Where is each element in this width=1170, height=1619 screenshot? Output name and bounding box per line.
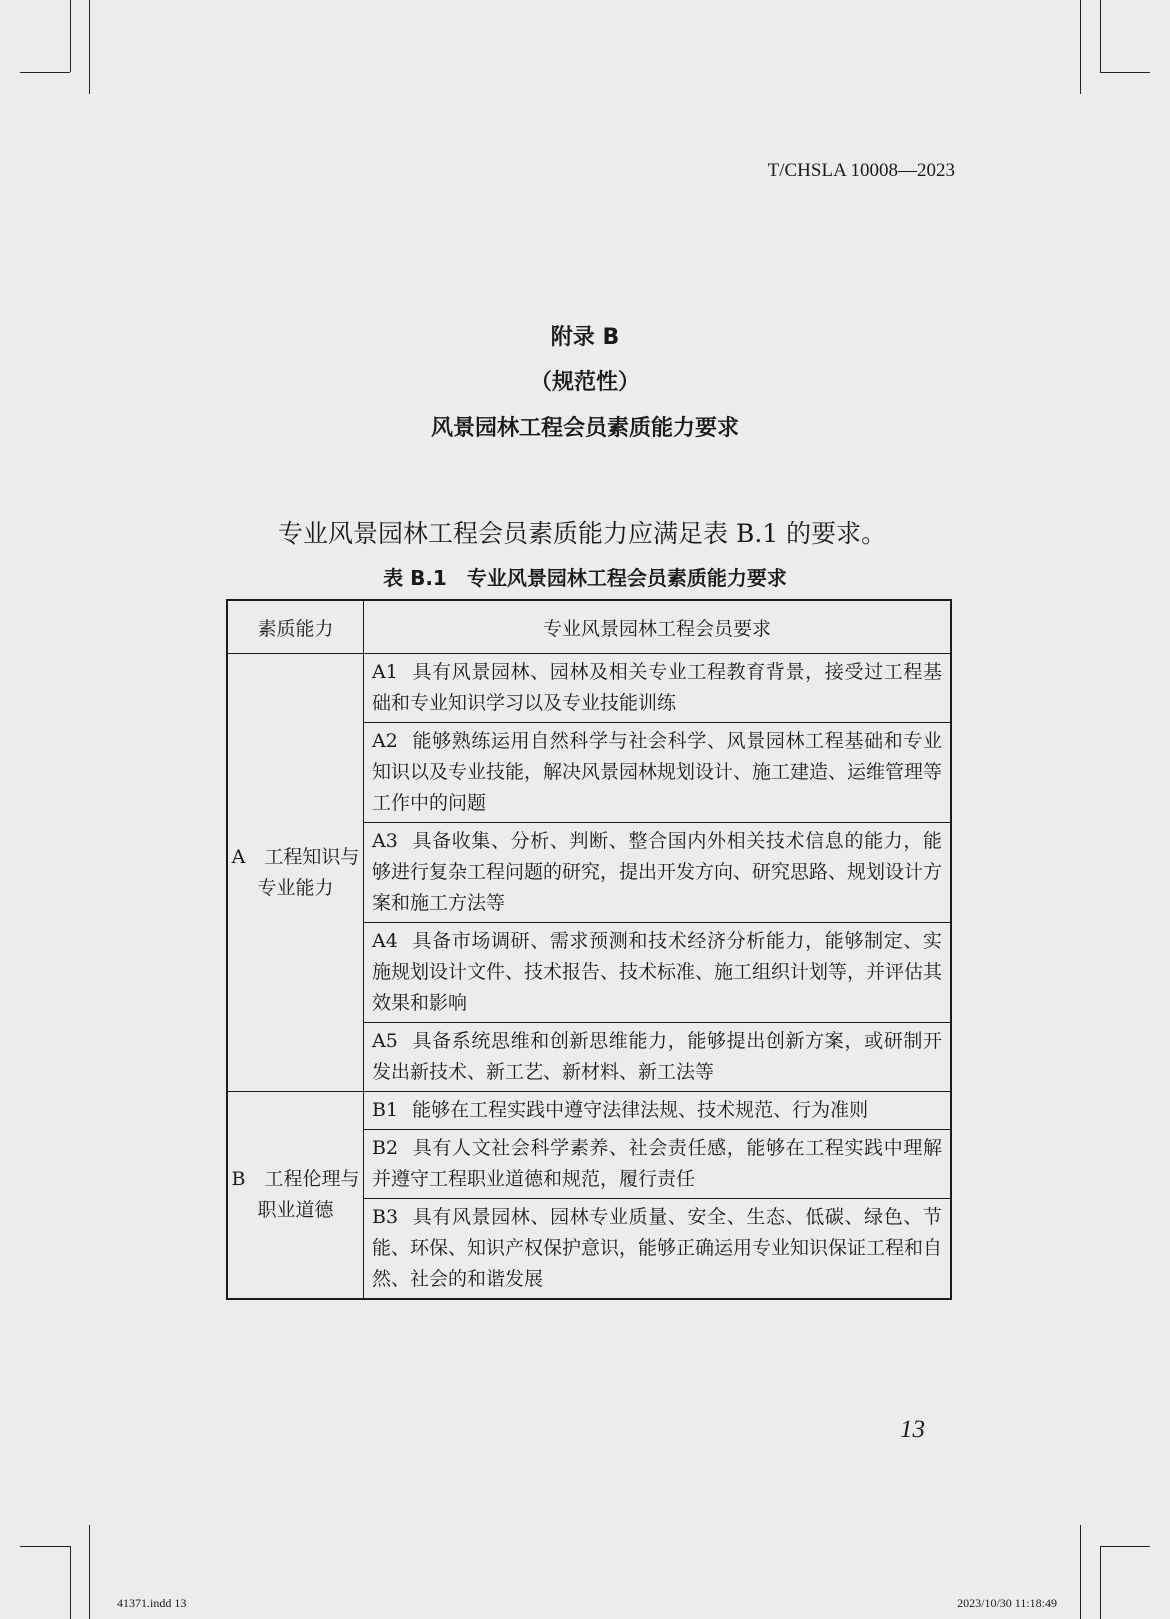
requirement-cell — [364, 823, 952, 923]
document-code: T/CHSLA 10008—2023 — [767, 160, 955, 181]
page-number: 13 — [900, 1416, 925, 1443]
crop-mark — [20, 72, 70, 73]
requirement-code: A3 — [372, 830, 398, 852]
intro-paragraph: 专业风景园林工程会员素质能力应满足表 B.1 的要求。 — [278, 519, 887, 548]
crop-mark — [20, 1546, 70, 1547]
appendix-label: 附录 B — [550, 325, 620, 350]
crop-mark — [1080, 1525, 1081, 1619]
table-row — [227, 1092, 951, 1130]
requirement-text: 具有风景园林、园林及相关专业工程教育背景，接受过工程基础和专业知识学习以及专业技能训练 — [372, 661, 942, 714]
requirement-code: A4 — [372, 930, 398, 952]
requirement-text: 具备系统思维和创新思维能力，能够提出创新方案，或研制开发出新技术、新工艺、新材料、新工法等 — [372, 1030, 942, 1083]
appendix-type: （规范性） — [529, 370, 640, 395]
header-requirement: 专业风景园林工程会员要求 — [364, 600, 952, 654]
crop-mark — [70, 1546, 71, 1619]
requirement-text: 具备收集、分析、判断、整合国内外相关技术信息的能力，能够进行复杂工程问题的研究，提出开发方向、研究思路、规划设计方案和施工方法等 — [372, 830, 943, 914]
requirement-text: 能够熟练运用自然科学与社会科学、风景园林工程基础和专业知识以及专业技能，解决风景园林规划设计、施工建造、运维管理等工作中的问题 — [372, 730, 943, 814]
table-caption: 表 B.1 专业风景园林工程会员素质能力要求 — [383, 566, 787, 590]
requirement-text: 具有风景园林、园林专业质量、安全、生态、低碳、绿色、节能、环保、知识产权保护意识，能够正确运用专业知识保证工程和自然、社会的和谐发展 — [372, 1206, 943, 1290]
requirement-cell — [364, 1199, 952, 1300]
crop-mark — [1080, 0, 1081, 94]
appendix-title: 风景园林工程会员素质能力要求 — [430, 416, 739, 441]
crop-mark — [1100, 1546, 1101, 1619]
requirement-cell — [364, 923, 952, 1023]
requirement-cell — [364, 1023, 952, 1092]
requirement-code: A2 — [372, 730, 398, 752]
requirement-code: B2 — [372, 1137, 399, 1159]
requirement-code: A1 — [372, 661, 398, 683]
category-cell: B 工程伦理与职业道德 — [227, 1092, 364, 1300]
footer-timestamp: 2023/10/30 11:18:49 — [957, 1596, 1057, 1610]
requirement-code: A5 — [372, 1030, 398, 1052]
requirements-table — [226, 599, 952, 1300]
crop-mark — [1100, 0, 1101, 72]
requirement-cell — [364, 654, 952, 723]
table-header-row — [227, 600, 951, 654]
requirement-text: 具备市场调研、需求预测和技术经济分析能力，能够制定、实施规划设计文件、技术报告、技术标准、施工组织计划等，并评估其效果和影响 — [372, 930, 943, 1014]
header-ability: 素质能力 — [227, 600, 364, 654]
requirement-text: 具有人文社会科学素养、社会责任感，能够在工程实践中理解并遵守工程职业道德和规范，履行责任 — [372, 1137, 942, 1190]
crop-mark — [1100, 72, 1150, 73]
requirement-cell — [364, 1130, 952, 1199]
crop-mark — [89, 0, 90, 94]
category-cell: A 工程知识与专业能力 — [227, 654, 364, 1092]
crop-mark — [89, 1525, 90, 1619]
requirement-code: B3 — [372, 1206, 399, 1228]
crop-mark — [1100, 1546, 1150, 1547]
footer-file-info: 41371.indd 13 — [117, 1596, 187, 1610]
requirement-code: B1 — [372, 1099, 399, 1121]
crop-mark — [70, 0, 71, 72]
requirement-cell — [364, 1092, 952, 1130]
table-row — [227, 654, 951, 723]
requirement-cell — [364, 723, 952, 823]
requirement-text: 能够在工程实践中遵守法律法规、技术规范、行为准则 — [412, 1099, 869, 1121]
